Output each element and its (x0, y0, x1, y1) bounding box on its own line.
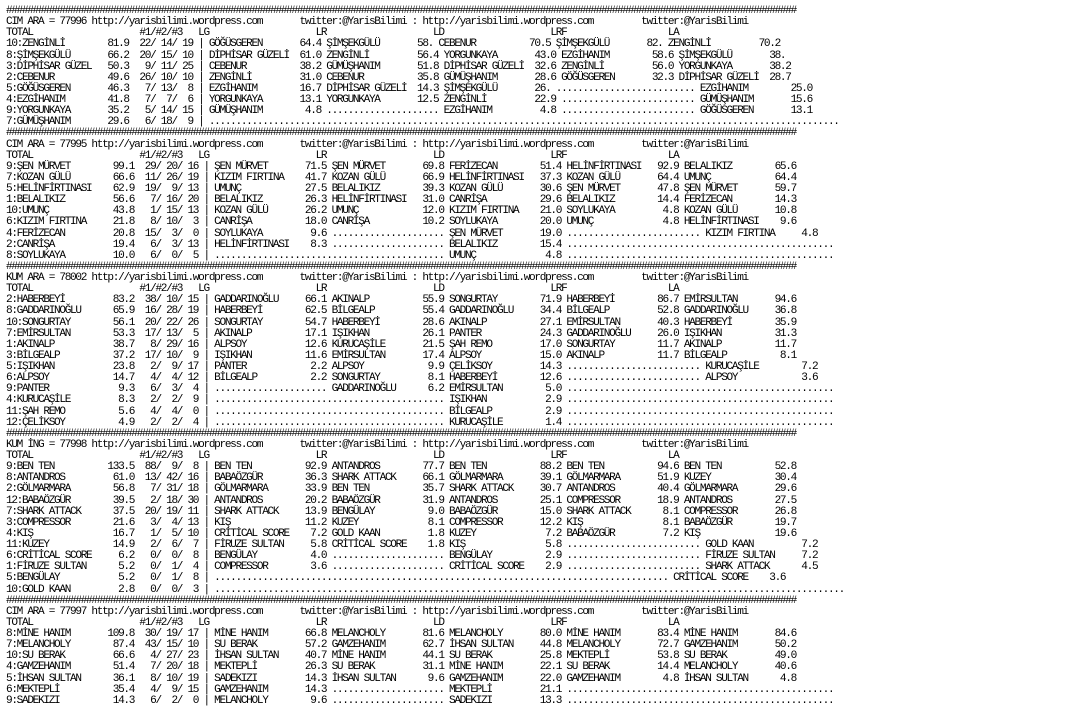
column-header-line: TOTAL #1/#2/#3 LG LR LD LRF LA (6, 149, 679, 162)
separator-line: #################################################################################################################################################### (6, 127, 796, 140)
result-row: 8:ANTANDROS 61.0 13/ 42/ 16 | BABAÖZGÜR 36.3 SHARK ATTACK 66.1 GÖLMARMARA 39.1 GÖLMARMARA 51.9 KUZEY 30.4 (6, 472, 796, 485)
result-row: 2:GÖLMARMARA 56.8 7/ 31/ 18 | GÖLMARMARA 33.9 BEN TEN 35.7 SHARK ATTACK 30.7 ANTANDROS 40.4 GÖLMARMARA 29.6 (6, 483, 796, 496)
result-row: 8:ŞİMŞEKGÜLÜ 66.2 20/ 15/ 10 | DİPHİSAR GÜZELİ 61.0 ZENGİNLİ 56.4 YORGUNKAYA 43.0 EZGİHANIM 58.6 ŞİMŞEKGÜLÜ 38. (6, 49, 786, 62)
separator-line: #################################################################################################################################################### (6, 427, 796, 440)
column-header-line: TOTAL #1/#2/#3 LG LR LD LRF LA (6, 616, 679, 629)
result-row: 5:BENGÜLAY 5.2 0/ 1/ 8 | ..................................................................................... CRİTİCAL SCORE 3.6 (6, 572, 786, 585)
result-row: 4:GAMZEHANIM 51.4 7/ 20/ 18 | MEKTEPLİ 26.3 SU BERAK 31.1 MİNE HANIM 22.1 SU BERAK 14.4 MELANCHOLY 40.6 (6, 661, 796, 674)
result-row: 10:SONGURTAY 56.1 20/ 22/ 26 | SONGURTAY 54.7 HABERBEYİ 28.6 AKINALP 27.1 EMİRSULTAN 40.3 HABERBEYİ 35.9 (6, 316, 796, 329)
result-row: 2:HABERBEYİ 83.2 38/ 10/ 15 | GADDARINOĞLU 66.1 AKINALP 55.9 SONGURTAY 71.9 HABERBEYİ 86.7 EMİRSULTAN 94.6 (6, 294, 796, 307)
result-row: 11:ŞAH REMO 5.6 4/ 4/ 0 | ........................................... BİLGEALP 2.9 .................................................. (6, 405, 834, 418)
result-row: 3:COMPRESSOR 21.6 3/ 4/ 13 | KIŞ 11.2 KUZEY 8.1 COMPRESSOR 12.2 KIŞ 8.1 BABAÖZGÜR 19.7 (6, 516, 796, 529)
column-header-line: TOTAL #1/#2/#3 LG LR LD LRF LA (6, 27, 679, 40)
result-row: 4:KURUCAŞİLE 8.3 2/ 2/ 9 | ........................................... IŞIKHAN 2.9 .................................................. (6, 394, 834, 407)
result-row: 11:KUZEY 14.9 2/ 6/ 7 | FİRUZE SULTAN 5.8 CRİTİCAL SCORE 1.8 KIŞ 5.8 ......................... GOLD KAAN 7.2 (6, 539, 818, 551)
result-row: 7:SHARK ATTACK 37.5 20/ 19/ 11 | SHARK ATTACK 13.9 BENGÜLAY 9.0 BABAÖZGÜR 15.0 SHARK ATTACK 8.1 COMPRESSOR 26.8 (6, 505, 796, 518)
result-row: 3:BİLGEALP 37.2 17/ 10/ 9 | IŞIKHAN 11.6 EMİRSULTAN 17.4 ALPSOY 15.0 AKINALP 11.7 BİLGEALP 8.1 (6, 349, 796, 362)
result-row: 2:CANRİŞA 19.4 6/ 3/ 13 | HELİNFİRTINASI 8.3 ..................... BELALIKIZ 15.4 .................................................. (6, 238, 834, 251)
result-row: 8:GADDARINOĞLU 65.9 16/ 28/ 19 | HABERBEYİ 62.5 BİLGEALP 55.4 GADDARINOĞLU 34.4 BİLGEALP 52.8 GADDARINOĞLU 36.8 (6, 305, 796, 318)
result-row: 7:KOZAN GÜLÜ 66.6 11/ 26/ 19 | KIZIM FIRTINA 41.7 KOZAN GÜLÜ 66.9 HELİNFİRTINASI 37.3 KOZAN GÜLÜ 64.4 UMUNÇ 64.4 (6, 171, 796, 184)
result-row: 10:ZENGİNLİ 81.9 22/ 14/ 19 | GÖĞÜSGEREN 64.4 ŞİMŞEKGÜLÜ 58. CEBENUR 70.5 ŞİMŞEKGÜLÜ 82. ZENGİNLİ 70.2 (6, 38, 780, 51)
result-row: 1:FİRUZE SULTAN 5.2 0/ 1/ 4 | COMPRESSOR 3.6 ..................... CRİTİCAL SCORE 2.9 ......................... SHARK ATTACK 4.5 (6, 561, 818, 574)
result-row: 7:GÜMÜŞHANIM 29.6 6/ 18/ 9 | ...................................................................................................................... (6, 116, 839, 129)
race-header-line: CIM ARA = 77995 http://yarisbilimi.wordpress.com twitter:@YarisBilimi : http://yarisbilimi.wordpress.com twitter:@YarisBilimi (6, 138, 748, 151)
result-row: 9:YORGUNKAYA 35.2 5/ 14/ 15 | GÜMÜŞHANIM 4.8 ..................... EZGİHANIM 4.8 ......................... GÖĞÜSGEREN 13.1 (6, 105, 812, 118)
result-row: 4:FERİZECAN 20.8 15/ 3/ 0 | SOYLUKAYA 9.6 ..................... ŞEN MÜRVET 19.0 ......................... KIZIM FIRTINA 4.8 (6, 227, 818, 240)
result-row: 6:KIZIM FIRTINA 21.8 8/ 10/ 3 | CANRİŞA 18.0 CANRİŞA 10.2 SOYLUKAYA 20.0 UMUNÇ 4.8 HELİNFİRTINASI 9.6 (6, 216, 796, 229)
separator-line: #################################################################################################################################################### (6, 594, 796, 607)
result-row: 6:ALPSOY 14.7 4/ 4/ 12 | BİLGEALP 2.2 SONGURTAY 8.1 HABERBEYİ 12.6 ......................... ALPSOY 3.6 (6, 372, 818, 385)
result-row: 10:UMUNÇ 43.8 1/ 15/ 13 | KOZAN GÜLÜ 26.2 UMUNÇ 12.0 KIZIM FIRTINA 21.0 SOYLUKAYA 4.8 KOZAN GÜLÜ 10.8 (6, 205, 796, 218)
result-row: 6:MEKTEPLİ 35.4 4/ 9/ 15 | GAMZEHANIM 14.3 ..................... MEKTEPLİ 21.1 .................................................. (6, 683, 834, 696)
race-header-line: KUM İNG = 77998 http://yarisbilimi.wordpress.com twitter:@YarisBilimi : http://yarisbilimi.wordpress.com twitter:@YarisBilimi (6, 438, 748, 451)
result-row: 2:CEBENUR 49.6 26/ 10/ 10 | ZENGİNLİ 31.0 CEBENUR 35.8 GÜMÜŞHANIM 28.6 GÖĞÜSGEREN 32.3 DİPHİSAR GÜZELİ 28.7 (6, 71, 791, 84)
separator-line: #################################################################################################################################################### (6, 5, 796, 17)
result-row: 4:EZGİHANIM 41.8 7/ 7/ 6 | YORGUNKAYA 13.1 YORGUNKAYA 12.5 ZENGİNLİ 22.9 ......................... GÜMÜŞHANIM 15.6 (6, 94, 812, 106)
result-row: 7:MELANCHOLY 87.4 43/ 15/ 10 | SU BERAK 57.2 GAMZEHANIM 62.7 İHSAN SULTAN 44.8 MELANCHOLY 72.7 GAMZEHANIM 50.2 (6, 639, 796, 652)
race-header-line: CIM ARA = 77997 http://yarisbilimi.wordpress.com twitter:@YarisBilimi : http://yarisbilimi.wordpress.com twitter:@YarisBilimi (6, 605, 748, 618)
separator-line: #################################################################################################################################################### (6, 260, 796, 273)
result-row: 5:HELİNFİRTINASI 62.9 19/ 9/ 13 | UMUNÇ 27.5 BELALIKIZ 39.3 KOZAN GÜLÜ 30.6 ŞEN MÜRVET 47.8 ŞEN MÜRVET 59.7 (6, 183, 796, 195)
race-stats-sheet (6, 6, 844, 707)
result-row: 1:AKINALP 38.7 8/ 29/ 16 | ALPSOY 12.6 KURUCAŞİLE 21.5 ŞAH REMO 17.0 SONGURTAY 11.7 AKINALP 11.7 (6, 338, 796, 351)
result-row: 4:KIŞ 16.7 1/ 5/ 10 | CRİTİCAL SCORE 7.2 GOLD KAAN 1.8 KUZEY 7.2 BABAÖZGÜR 7.2 KIŞ 19.6 (6, 527, 796, 540)
result-row: 8:SOYLUKAYA 10.0 6/ 0/ 5 | ........................................... UMUNÇ 4.8 .................................................. (6, 249, 834, 262)
result-row: 6:CRİTİCAL SCORE 6.2 0/ 0/ 8 | BENGÜLAY 4.0 ..................... BENGÜLAY 2.9 ......................... FİRUZE SULTAN 7.2 (6, 550, 818, 563)
result-row: 3:DİPHİSAR GÜZEL 50.3 9/ 11/ 25 | CEBENUR 38.2 GÜMÜŞHANIM 51.8 DİPHİSAR GÜZELİ 32.6 ZENGİNLİ 56.0 YORGUNKAYA 38.2 (6, 60, 791, 73)
result-row: 5:GÖĞÜSGEREN 46.3 7/ 13/ 8 | EZGİHANIM 16.7 DİPHİSAR GÜZELİ 14.3 ŞİMŞEKGÜLÜ 26. .......................... EZGİHANIM 25.0 (6, 82, 812, 95)
result-row: 7:EMİRSULTAN 53.3 17/ 13/ 5 | AKINALP 17.1 IŞIKHAN 26.1 PANTER 24.3 GADDARINOĞLU 26.0 IŞIKHAN 31.3 (6, 327, 796, 340)
result-row: 12:BABAÖZGÜR 39.5 2/ 18/ 30 | ANTANDROS 20.2 BABAÖZGÜR 31.9 ANTANDROS 25.1 COMPRESSOR 18.9 ANTANDROS 27.5 (6, 494, 796, 507)
result-row: 5:İHSAN SULTAN 36.1 8/ 10/ 19 | SADEKIZI 14.3 İHSAN SULTAN 9.6 GAMZEHANIM 22.0 GAMZEHANIM 4.8 İHSAN SULTAN 4.8 (6, 672, 796, 685)
column-header-line: TOTAL #1/#2/#3 LG LR LD LRF LA (6, 450, 679, 462)
result-row: 10:SU BERAK 66.6 4/ 27/ 23 | İHSAN SULTAN 40.7 MİNE HANIM 44.1 SU BERAK 25.8 MEKTEPLİ 53.8 SU BERAK 49.0 (6, 650, 796, 663)
result-row: 9:PANTER 9.3 6/ 3/ 4 | ..................... GADDARINOĞLU 6.2 EMİRSULTAN 5.0 .................................................. (6, 383, 834, 396)
result-row: 10:GOLD KAAN 2.8 0/ 0/ 3 | ...................................................................................................................... (6, 583, 844, 596)
result-row: 12:ÇELİKSOY 4.9 2/ 2/ 4 | ........................................... KURUCAŞİLE 1.4 .................................................. (6, 416, 834, 429)
result-row: 1:BELALIKIZ 56.6 7/ 16/ 20 | BELALIKIZ 26.3 HELİNFİRTINASI 31.0 CANRİŞA 29.6 BELALIKIZ 14.4 FERİZECAN 14.3 (6, 194, 796, 207)
result-row: 9:BEN TEN 133.5 88/ 9/ 8 | BEN TEN 92.9 ANTANDROS 77.7 BEN TEN 88.2 BEN TEN 94.6 BEN TEN 52.8 (6, 461, 796, 474)
result-row: 9:ŞEN MÜRVET 99.1 29/ 20/ 16 | ŞEN MÜRVET 71.5 ŞEN MÜRVET 69.8 FERİZECAN 51.4 HELİNFİRTINASI 92.9 BELALIKIZ 65.6 (6, 160, 796, 173)
result-row: 9:SADEKIZI 14.3 6/ 2/ 0 | MELANCHOLY 9.6 ..................... SADEKIZI 13.3 .................................................. (6, 694, 834, 707)
column-header-line: TOTAL #1/#2/#3 LG LR LD LRF LA (6, 283, 679, 296)
race-header-line: CIM ARA = 77996 http://yarisbilimi.wordpress.com twitter:@YarisBilimi : http://yarisbilimi.wordpress.com twitter:@YarisBilimi (6, 16, 748, 29)
result-row: 8:MİNE HANIM 109.8 30/ 19/ 17 | MİNE HANIM 66.8 MELANCHOLY 81.6 MELANCHOLY 80.0 MİNE HANIM 83.4 MİNE HANIM 84.6 (6, 628, 796, 640)
result-row: 5:IŞIKHAN 23.8 2/ 9/ 17 | PANTER 2.2 ALPSOY 9.9 ÇELİKSOY 14.3 ......................... KURUCAŞİLE 7.2 (6, 361, 818, 373)
race-header-line: KUM ARA = 78002 http://yarisbilimi.wordpress.com twitter:@YarisBilimi : http://yarisbilimi.wordpress.com twitter:@YarisBilimi (6, 272, 748, 284)
